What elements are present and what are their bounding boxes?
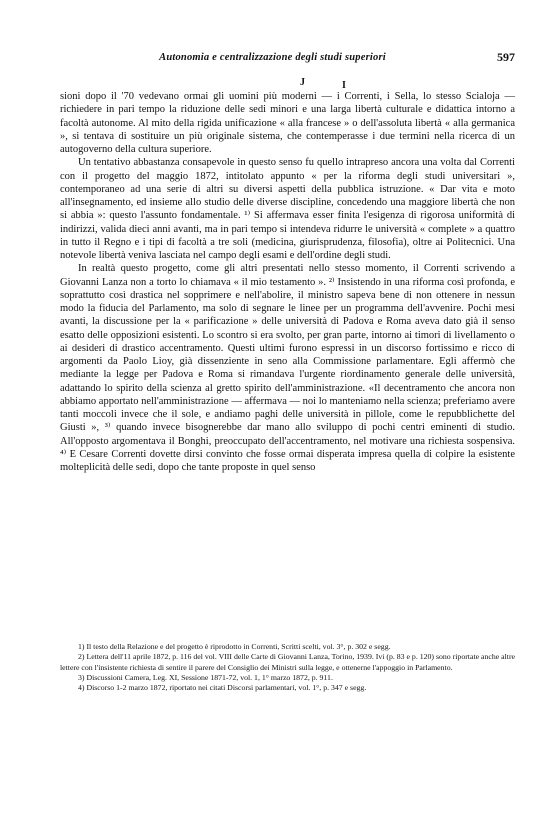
footnotes xyxy=(60,642,515,693)
footnote: 1) Il testo della Relazione e del progetto è riprodotto in Correnti, Scritti scelti, vol. 3°, p. 302 e segg. xyxy=(78,642,391,651)
body-text xyxy=(60,90,515,474)
footnote: 2) Lettera dell'11 aprile 1872, p. 116 del vol. VIII delle Carte di Giovanni Lanza, Torino, 1939. Ivi (p. 83 e p. 120) sono riportate anche altre lettere con l'insistente richiesta di sentire il parere del Consiglio dei Ministri sulla legge, e ottenerne l'appoggio in Parlamento. xyxy=(60,652,515,672)
paragraph: sioni dopo il '70 vedevano ormai gli uomini più moderni — i Correnti, i Sella, lo stesso Scialoja — richiedere in pari tempo la riduzione delle sedi minori e una larga libertà culturale e didattica intorno a facoltà autonome. Al mito della rigida unificazione « alla francese » o dell'assoluta libertà « alla germanica », si tentava di sostituire un più originale sistema, che contemperasse i due termini nella ricerca di un autogoverno della cultura superiore. xyxy=(60,91,515,155)
paragraph: In realtà questo progetto, come gli altri presentati nello stesso momento, il Correnti scrivendo a Giovanni Lanza non a torto lo chiamava « il mio testamento ». ²⁾ Insistendo in una riforma così profonda, e soprattutto così drastica nel sopprimere e nell'abolire, il ministro sapeva bene di non ottenere in nessun modo la fiducia del Parlamento, ma solo di segnare le linee per un programma dell'avvenire. Pochi mesi avanti, la discussione per la « parificazione » delle università di Padova e Roma aveva dato già il senso esatto delle opposizioni esistenti. Lo scontro si era svolto, per gran parte, intorno ai timori di livellamento o ai desideri di drastico accentramento. Questi ultimi furono espressi in un discorso fortissimo e ricco di argomenti da Paolo Lioy, già dissenziente in seno alla Commissione parlamentare. Egli affermò che mediante la legge per Padova e Roma si rimandava l'urgente riordinamento generale delle università, adattando lo spirito della scienza al gretto spirito dell'amministrazione. «Il decentramento che ancora non abbiamo apportato nell'amministrazione — affermava — noi lo manteniamo nella scienza; preferiamo avere tanti moccoli invece che il sole, e andiamo paghi delle università in pillole, come le repubblichette del Giusti », ³⁾ quando invece bisognerebbe dar mano allo sviluppo di pochi centri eminenti di studio. All'opposto argomentava il Bonghi, preoccupato dell'accentramento, nel motivare una richiesta sospensiva. ⁴⁾ E Cesare Correnti dovette dirsi convinto che fosse ormai disperata impresa quella di colpire la esistente molteplicità delle sedi, dopo che tante proposte in quel senso xyxy=(60,263,515,473)
margin-mark: I xyxy=(342,80,346,91)
page-number: 597 xyxy=(497,50,515,64)
footnote: 3) Discussioni Camera, Leg. XI, Sessione 1871-72, vol. 1, 1° marzo 1872, p. 911. xyxy=(78,672,333,682)
running-header: Autonomia e centralizzazione degli studi superiori xyxy=(159,52,386,63)
paragraph: Un tentativo abbastanza consapevole in questo senso fu quello intrapreso ancora una volta dal Correnti con il progetto del maggio 1872, intitolato appunto « per la riforma degli studi universitari », contemporaneo ad una serie di altri su diversi aspetti della pubblica istruzione. « Dar vita e moto all'insegnamento, ed insieme allo studio delle diverse discipline, concedendo una maggiore libertà che non si abbia »: questo l'assunto fondamentale. ¹⁾ Si affermava esser finita l'esigenza di rigorosa uniformità di indirizzi, valida dieci anni avanti, ma in pari tempo si intendeva ridurre le università « complete » a quattro in tutto il Regno e i tipi di facoltà a tre soli (medicina, giurisprudenza, filosofia), oltre ai Politecnici. Una notevole libertà veniva lasciata nel campo degli esami e dell'ordine degli studi. xyxy=(60,157,515,261)
margin-mark: J xyxy=(300,77,305,88)
footnote: 4) Discorso 1-2 marzo 1872, riportato nei citati Discorsi parlamentari, vol. 1°, p. 347 e segg. xyxy=(78,683,367,693)
